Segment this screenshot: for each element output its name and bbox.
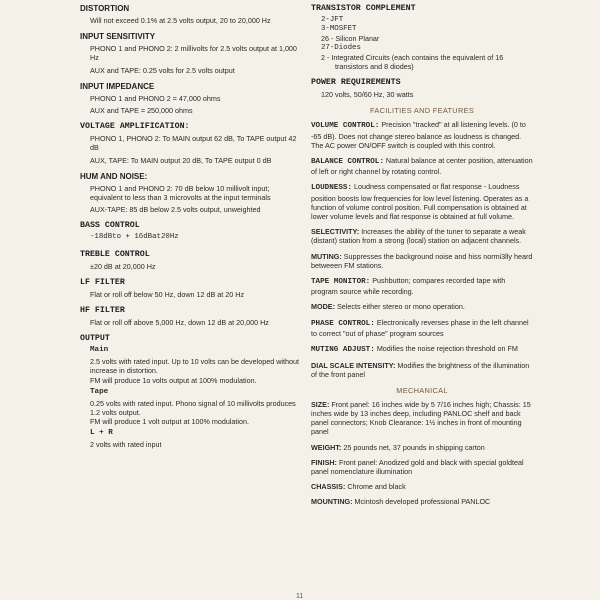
feature-label: LOUDNESS:	[311, 184, 353, 193]
page-number: 11	[296, 593, 304, 600]
mech-text: Front panel: 16 inches wide by 5 7/16 inches high; Chassis: 15 inches wide by 13 inches deep, including PANLOC shelf and back panel connectors; Knob Clearance: 1½ inches in front of mounting panel	[311, 399, 531, 437]
lf-filter-text: Flat or roll off below 50 Hz, down 12 dB at 20 Hz	[90, 289, 245, 299]
power-heading: POWER REQUIREMENTS	[311, 78, 401, 88]
feature-label: MUTING ADJUST:	[311, 346, 375, 355]
feature-text: Modifies the noise rejection threshold on FM	[376, 344, 518, 354]
mech-finish	[311, 458, 533, 476]
feature-label: BALANCE CONTROL:	[311, 158, 384, 167]
mech-label: MOUNTING:	[311, 497, 353, 507]
hum-noise-line2: AUX-TAPE: 85 dB below 2.5 volts output, unweighted	[90, 205, 261, 215]
feature-muting-adjust	[311, 344, 533, 355]
voltage-amplification-line2: AUX, TAPE: To MAIN output 20 dB, To TAPE output 0 dB	[90, 155, 272, 165]
mech-label: SIZE:	[311, 399, 330, 409]
feature-mode	[311, 302, 533, 311]
mech-label: FINISH:	[311, 457, 337, 467]
mechanical-heading: MECHANICAL	[396, 385, 448, 395]
feature-text: Loudness compensated or flat response - Loudness position boosts low frequencies for low level listening. Operates as a function of volume control position. Full compensation is obtained at lower volume levels and flat response is obtained at full volume.	[311, 182, 529, 222]
hum-noise-line1: PHONO 1 and PHONO 2: 70 dB below 10 millivolt input; equivalent to less than 3 microvolts at the input terminals	[90, 183, 271, 203]
transistor-item: 2 - Integrated Circuits (each contains the equivalent of 16 transistors and 8 diodes)	[321, 52, 504, 72]
feature-text: Selects either stereo or mono operation.	[336, 302, 465, 312]
input-sensitivity-line2: AUX and TAPE: 0.25 volts for 2.5 volts output	[90, 65, 235, 75]
mech-chassis	[311, 482, 533, 491]
mech-weight	[311, 443, 533, 452]
feature-text: Pushbutton; compares recorded tape with program source while recording.	[311, 276, 506, 297]
output-main-label: Main	[90, 346, 109, 355]
treble-control-heading: TREBLE CONTROL	[80, 249, 150, 259]
bass-control-section	[80, 221, 302, 242]
feature-phase-control	[311, 318, 533, 338]
input-impedance-heading: INPUT IMPEDANCE	[80, 81, 155, 91]
hf-filter-heading: HF FILTER	[80, 306, 125, 316]
output-tape-text2: FM will produce 1 volt output at 100% modulation.	[90, 417, 250, 427]
transistor-list	[321, 16, 533, 71]
feature-label: DIAL SCALE INTENSITY:	[311, 361, 396, 371]
power-text: 120 volts, 50/60 Hz, 30 watts	[321, 90, 414, 100]
input-impedance-line2: AUX and TAPE = 250,000 ohms	[90, 106, 193, 116]
output-heading: OUTPUT	[80, 334, 110, 344]
mech-size	[311, 400, 533, 437]
feature-label: PHASE CONTROL:	[311, 319, 375, 328]
mech-text: Mcintosh developed professional PANLOC	[354, 497, 491, 507]
voltage-amplification-heading: VOLTAGE AMPLIFICATION:	[80, 122, 190, 132]
feature-balance	[311, 156, 533, 176]
hf-filter-section	[80, 306, 302, 327]
output-lr-label: L + R	[90, 429, 113, 438]
output-section	[80, 334, 302, 449]
input-sensitivity-line1: PHONO 1 and PHONO 2: 2 millivolts for 2.5 volts output at 1,000 Hz	[90, 44, 297, 63]
feature-muting	[311, 252, 533, 270]
transistor-section	[311, 4, 533, 71]
mech-label: WEIGHT:	[311, 442, 342, 452]
lf-filter-heading: LF FILTER	[80, 277, 125, 287]
voltage-amplification-line1: PHONO 1, PHONO 2: To MAIN output 62 dB, To TAPE output 42 dB	[90, 134, 297, 153]
transistor-item: 2-JFT	[321, 16, 344, 24]
input-impedance-section	[80, 82, 302, 115]
output-tape-label: Tape	[90, 387, 109, 396]
feature-label: MUTING:	[311, 251, 342, 261]
feature-label: SELECTIVITY:	[311, 227, 360, 237]
facilities-heading: FACILITIES AND FEATURES	[369, 106, 475, 116]
feature-selectivity	[311, 227, 533, 245]
feature-text: Natural balance at center position, attenuation of left or right channel by rotating control.	[311, 156, 533, 177]
transistor-heading: TRANSISTOR COMPLEMENT	[311, 4, 416, 13]
right-column	[311, 4, 533, 513]
power-section	[311, 78, 533, 99]
input-sensitivity-section	[80, 32, 302, 75]
feature-text: Precision "tracked" at all listening levels. (0 to -65 dB). Does not change stereo balance as loudness is changed. The AC power ON/OFF switch is coupled with this control.	[311, 120, 526, 150]
feature-text: Suppresses the background noise and hiss normi3lly heard betweeen FM stations.	[311, 251, 533, 270]
hum-noise-heading: HUM AND NOISE:	[80, 171, 148, 181]
feature-text: Electronically reverses phase in the left channel to correct "out of phase" program sources	[311, 317, 529, 338]
input-impedance-line1: PHONO 1 and PHONO 2 = 47,000 ohms	[90, 93, 221, 103]
feature-loudness	[311, 182, 533, 221]
feature-tape-monitor	[311, 276, 533, 296]
lf-filter-section	[80, 278, 302, 299]
feature-volume	[311, 120, 533, 150]
left-column	[80, 4, 302, 457]
treble-control-section	[80, 250, 302, 271]
output-main-text2: FM will produce 1o volts output at 100% modulation.	[90, 375, 257, 385]
feature-label: TAPE MONITOR:	[311, 278, 371, 287]
distortion-heading: DISTORTION	[80, 4, 130, 13]
feature-dial-scale	[311, 361, 533, 379]
bass-control-heading: BASS CONTROL	[80, 221, 140, 231]
mech-text: Chrome and black	[347, 482, 406, 492]
input-sensitivity-heading: INPUT SENSITIVITY	[80, 32, 156, 42]
transistor-item: 3-MOSFET	[321, 25, 357, 34]
transistor-item: 27-Diodes	[321, 43, 361, 52]
transistor-item: 26 - Silicon Planar	[321, 34, 380, 44]
feature-label: MODE:	[311, 302, 335, 312]
feature-text: Increases the ability of the tuner to separate a weak (distant) station from a strong (local) station on adjacent channels.	[311, 227, 526, 246]
hum-noise-section	[80, 172, 302, 215]
treble-control-text: ±20 dB at 20,000 Hz	[90, 261, 156, 271]
distortion-section	[80, 4, 302, 25]
feature-text: Modifies the brightness of the illumination of the front panel	[311, 361, 530, 380]
mech-text: 25 pounds net, 37 pounds in shipping carton	[343, 442, 485, 452]
hf-filter-text: Flat or roll off above 5,000 Hz, down 12 dB at 20,000 Hz	[90, 318, 269, 328]
output-main-text1: 2.5 volts with rated input. Up to 10 volts can be developed without increase in distortion.	[90, 357, 299, 376]
feature-label: VOLUME CONTROL:	[311, 122, 380, 131]
mech-mounting	[311, 497, 533, 506]
output-tape-text1: 0.25 volts with rated input. Phono signal of 10 millivolts produces 1.2 volts output.	[90, 398, 296, 418]
output-lr-text: 2 volts with rated input	[90, 440, 162, 450]
distortion-text: Will not exceed 0.1% at 2.5 volts output, 20 to 20,000 Hz	[90, 16, 271, 25]
mech-text: Front panel: Anodized gold and black with special goldteal panel nomenclature illumination	[311, 457, 524, 476]
voltage-amplification-section	[80, 122, 302, 165]
bass-control-text: -18dBto + 16dBat20Hz	[90, 233, 179, 242]
mech-label: CHASSIS:	[311, 482, 346, 492]
